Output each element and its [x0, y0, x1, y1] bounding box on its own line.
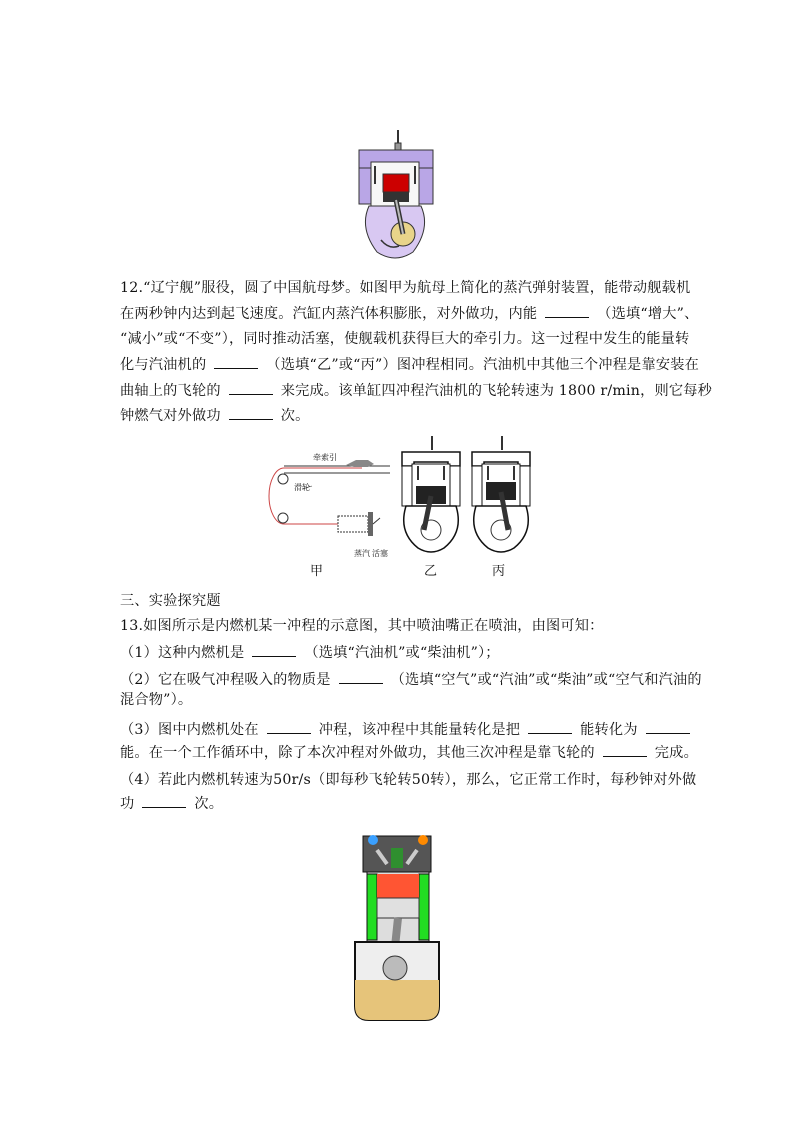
- answer-blank[interactable]: [252, 644, 296, 657]
- q12-line-6: 钟燃气对外做功 次。: [120, 408, 310, 424]
- section-heading: 三、实验探究题: [120, 593, 221, 609]
- label-steam: 蒸汽: [354, 549, 370, 558]
- engine-figure-yi: [400, 436, 462, 554]
- q13-part-2: （2）它在吸气冲程吸入的物质是 （选填“空气”或“汽油”或“柴油”或“空气和汽油的: [120, 672, 702, 688]
- answer-blank[interactable]: [339, 671, 383, 684]
- caption-jia: 甲: [310, 564, 324, 579]
- engine-figure-bing: [470, 436, 532, 554]
- caption-bing: 丙: [492, 564, 506, 579]
- answer-blank[interactable]: [528, 721, 572, 734]
- q12-line-4: 化与汽油机的 （选填“乙”或“丙”）图冲程相同。汽油机中其他三个冲程是靠安装在: [120, 357, 699, 373]
- q13-part-3-cont: 能。在一个工作循环中，除了本次冲程对外做功，其他三次冲程是靠飞轮的 完成。: [120, 745, 698, 761]
- q12-line-5: 曲轴上的飞轮的 来完成。该单缸四冲程汽油机的飞轮转速为 1800 r/min，则它每秒: [120, 383, 713, 399]
- answer-blank[interactable]: [142, 795, 186, 808]
- q13-intro: 13.如图所示是内燃机某一冲程的示意图，其中喷油嘴正在喷油，由图可知：: [120, 618, 604, 634]
- engine-figure-top: [355, 128, 435, 260]
- label-tow: 牵索引: [313, 453, 337, 462]
- q12-line-1: 12.“辽宁舰”服役，圆了中国航母梦。如图甲为航母上简化的蒸汽弹射装置，能带动舰载机: [120, 280, 691, 296]
- answer-blank[interactable]: [229, 382, 273, 395]
- answer-blank[interactable]: [545, 305, 589, 318]
- q13-part-1: （1）这种内燃机是 （选填“汽油机”或“柴油机”）；: [120, 645, 500, 661]
- answer-blank[interactable]: [646, 721, 690, 734]
- answer-blank[interactable]: [603, 744, 647, 757]
- engine-figure-bottom: [345, 830, 450, 1022]
- label-piston: 活塞: [372, 549, 388, 558]
- q13-part-4: （4）若此内燃机转速为50r/s（即每秒飞轮转50转），那么，它正常工作时，每秒钟对外做: [120, 772, 697, 788]
- answer-blank[interactable]: [267, 721, 311, 734]
- answer-blank[interactable]: [229, 407, 273, 420]
- q12-line-3: “减小”或“不变”），同时推动活塞，使舰载机获得巨大的牵引力。这一过程中发生的能量转: [120, 331, 690, 347]
- q13-part-2-cont: 混合物”）。: [120, 692, 193, 708]
- answer-blank[interactable]: [214, 356, 258, 369]
- label-pulley: 滑轮: [294, 483, 310, 492]
- q13-part-3: （3）图中内燃机处在 冲程，该冲程中其能量转化是把 能转化为: [120, 721, 698, 740]
- q13-part-4-cont: 功 次。: [120, 796, 224, 812]
- caption-yi: 乙: [424, 564, 438, 579]
- q12-line-2: 在两秒钟内达到起飞速度。汽缸内蒸汽体积膨胀，对外做功，内能 （选填“增大”、: [120, 306, 699, 322]
